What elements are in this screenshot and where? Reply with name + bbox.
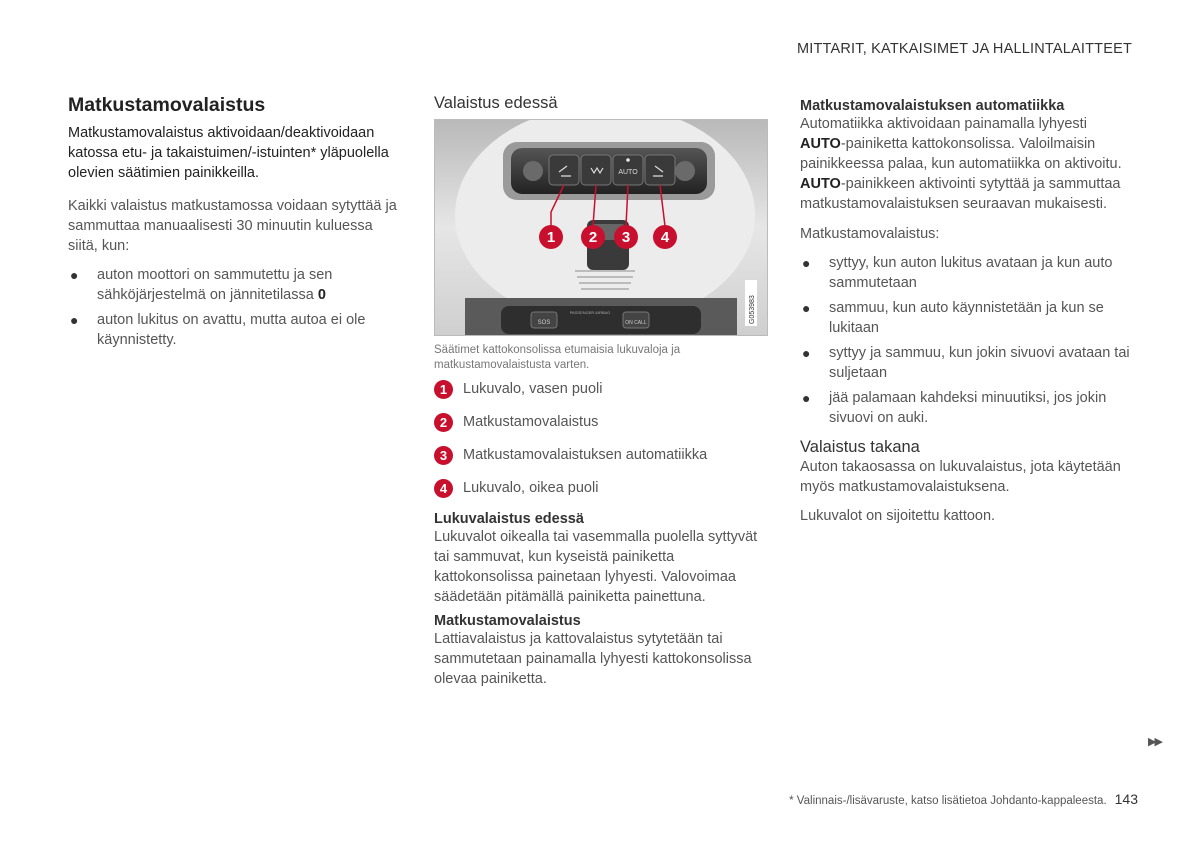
legend-label: Lukuvalo, oikea puoli bbox=[463, 480, 599, 496]
legend-item bbox=[434, 478, 770, 498]
marker-1-label: 1 bbox=[546, 229, 556, 246]
roof-console-illustration bbox=[435, 120, 767, 335]
figure-sos-label: SOS bbox=[537, 320, 551, 326]
page-footer bbox=[789, 791, 1138, 807]
bullet-icon: ● bbox=[70, 312, 79, 328]
lead-paragraph: Matkustamovalaistus aktivoidaan/deaktivoidaan katossa etu- ja takaistuimen/-istuinten* yläpuolella olevien säätimien painikkeilla. bbox=[68, 125, 389, 181]
list-item-text: auton lukitus on avattu, mutta autoa ei ole käynnistetty. bbox=[97, 312, 366, 348]
number-badge: 3 bbox=[434, 446, 453, 465]
legend-item bbox=[434, 412, 770, 432]
bullet-icon: ● bbox=[70, 267, 79, 283]
list-item bbox=[68, 310, 398, 350]
auto-keyword: AUTO bbox=[800, 136, 841, 152]
list-item-bold: 0 bbox=[317, 287, 326, 303]
number-badge: 4 bbox=[434, 479, 453, 498]
list-item-text: syttyy ja sammuu, kun jokin sivuovi avataan tai suljetaan bbox=[829, 345, 1130, 381]
reading-light-title: Lukuvalaistus edessä bbox=[434, 511, 584, 527]
legend-label: Matkustamovalaistus bbox=[463, 414, 599, 430]
list-item-text: syttyy, kun auton lukitus avataan ja kun auto sammutetaan bbox=[829, 255, 1113, 291]
roof-console-figure bbox=[434, 119, 768, 336]
list-item bbox=[800, 388, 1134, 428]
automatic-text-2: -painiketta kattokonsolissa. Valoilmaisin painikkeessa palaa, kun automatiikka on aktivoitu. bbox=[800, 136, 1122, 172]
bullet-icon: ● bbox=[802, 300, 811, 316]
figure-oncall-label: ON CALL bbox=[625, 320, 647, 326]
conditions-list bbox=[68, 265, 398, 350]
list-item bbox=[800, 298, 1134, 338]
column-left bbox=[68, 94, 398, 360]
legend-item bbox=[434, 445, 770, 465]
page-number: 143 bbox=[1114, 791, 1138, 807]
figure-auto-label: AUTO bbox=[618, 169, 638, 176]
auto-keyword: AUTO bbox=[800, 176, 841, 192]
marker-4-label: 4 bbox=[660, 229, 670, 246]
rear-light-text: Auton takaosassa on lukuvalaistus, jota käytetään myös matkustamovalaistuksena. bbox=[800, 459, 1121, 495]
automatic-text bbox=[800, 114, 1134, 214]
number-badge: 1 bbox=[434, 380, 453, 399]
automatic-title: Matkustamovalaistuksen automatiikka bbox=[800, 98, 1065, 114]
rear-light-location: Lukuvalot on sijoitettu kattoon. bbox=[800, 508, 996, 524]
list-item bbox=[800, 343, 1134, 383]
bullet-icon: ● bbox=[802, 255, 811, 271]
list-item bbox=[68, 265, 398, 305]
cabin-light-text: Lattiavalaistus ja kattovalaistus sytytetään tai sammutetaan painamalla lyhyesti kattokonsolissa olevaa painiketta. bbox=[434, 631, 752, 687]
figure-code: G053983 bbox=[749, 295, 756, 324]
reading-light-text: Lukuvalot oikealla tai vasemmalla puolella syttyvät tai sammuvat, kun kyseistä painiketta kattokonsolissa painetaan lyhyesti. Valovoimaa säädetään pitämällä painiketta painettuna. bbox=[434, 529, 758, 605]
legend-item bbox=[434, 379, 770, 399]
section-title: Matkustamovalaistus bbox=[68, 94, 266, 116]
list-item bbox=[800, 253, 1134, 293]
marker-3-label: 3 bbox=[621, 229, 631, 246]
legend-label: Matkustamovalaistuksen automatiikka bbox=[463, 447, 708, 463]
chapter-header: MITTARIT, KATKAISIMET JA HALLINTALAITTEET bbox=[796, 41, 1132, 57]
figure-airbag-label: PASSENGER AIRBAG bbox=[569, 310, 611, 315]
cabin-light-title: Matkustamovalaistus bbox=[434, 613, 581, 629]
column-right bbox=[800, 98, 1134, 535]
figure-legend bbox=[434, 379, 770, 498]
intro-paragraph: Kaikki valaistus matkustamossa voidaan sytyttää ja sammuttaa manuaalisesti 30 minuutin kuluessa siitä, kun: bbox=[68, 198, 397, 254]
column-middle bbox=[434, 94, 770, 698]
automatic-text-3: -painikkeen aktivointi sytyttää ja sammuttaa matkustamovalaistuksen seuraavan mukaisesti. bbox=[800, 176, 1121, 212]
figure-caption: Säätimet kattokonsolissa etumaisia lukuvaloja ja matkustamovalaistusta varten. bbox=[434, 344, 681, 371]
automatic-list bbox=[800, 253, 1134, 428]
list-item-text: auton moottori on sammutettu ja sen sähköjärjestelmä on jännitetilassa bbox=[97, 267, 333, 303]
footnote: * Valinnais-/lisävaruste, katso lisätietoa Johdanto-kappaleesta. bbox=[789, 795, 1107, 807]
legend-label: Lukuvalo, vasen puoli bbox=[463, 381, 603, 397]
rear-light-title: Valaistus takana bbox=[800, 438, 920, 456]
subsection-title: Valaistus edessä bbox=[434, 94, 558, 112]
number-badge: 2 bbox=[434, 413, 453, 432]
list-item-text: sammuu, kun auto käynnistetään ja kun se lukitaan bbox=[829, 300, 1104, 336]
list-intro: Matkustamovalaistus: bbox=[800, 226, 940, 242]
bullet-icon: ● bbox=[802, 390, 811, 406]
list-item-text: jää palamaan kahdeksi minuutiksi, jos jokin sivuovi on auki. bbox=[829, 390, 1107, 426]
continue-icon: ▶▶ bbox=[1148, 736, 1161, 748]
marker-2-label: 2 bbox=[588, 229, 598, 246]
bullet-icon: ● bbox=[802, 345, 811, 361]
automatic-text-1: Automatiikka aktivoidaan painamalla lyhyesti bbox=[800, 116, 1087, 132]
